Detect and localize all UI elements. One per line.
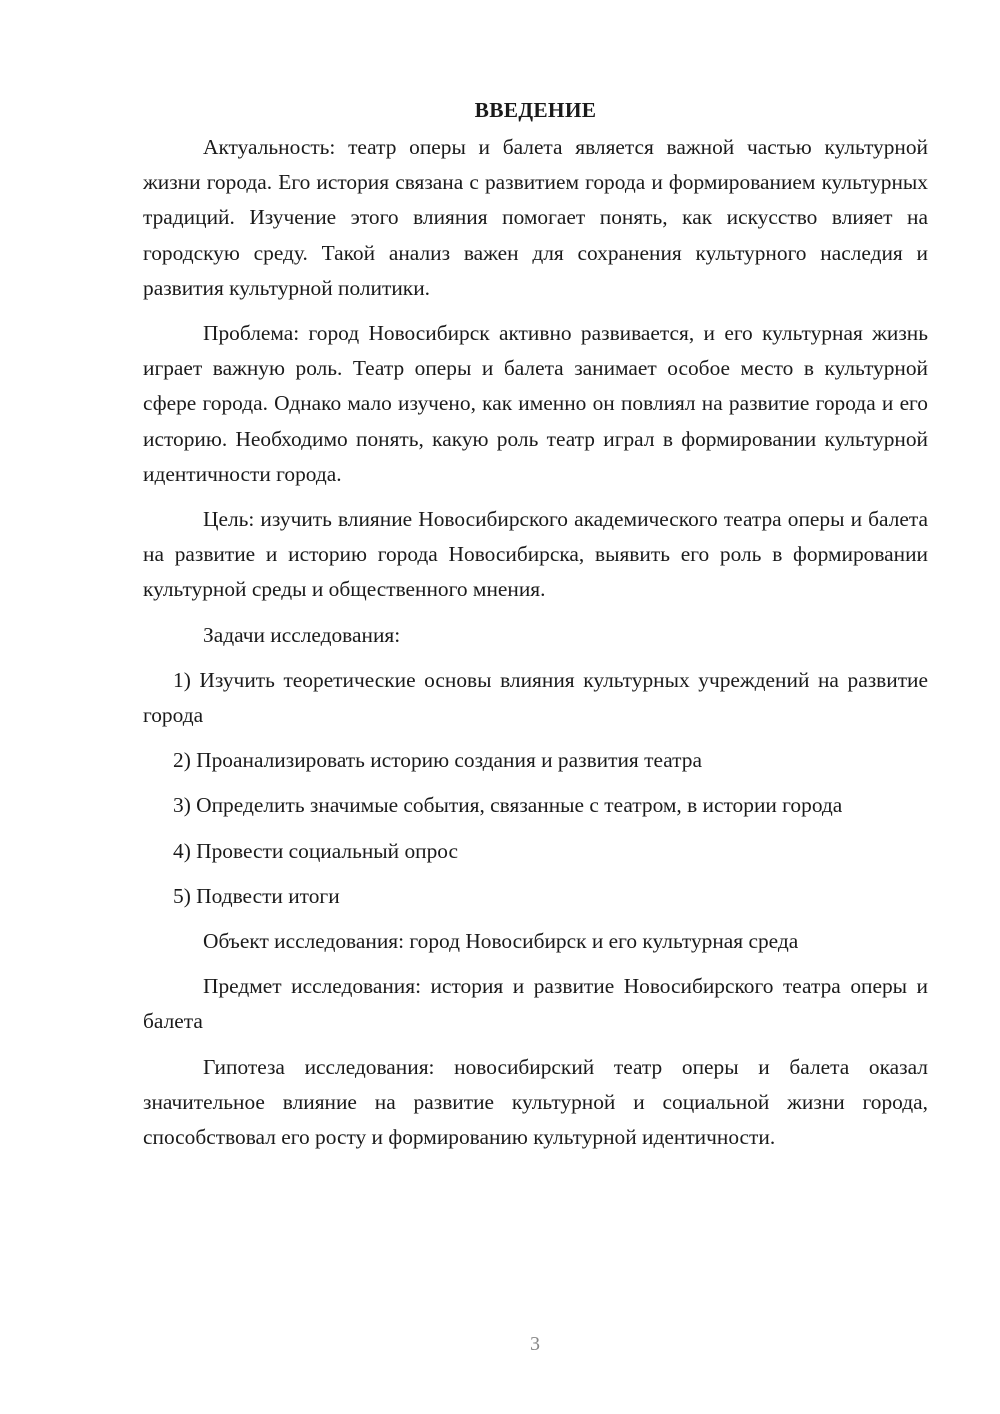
task-item-3: 3) Определить значимые события, связанные с театром, в истории города	[173, 793, 843, 818]
paragraph-subject: Предмет исследования: история и развитие Новосибирского театра оперы и балета	[143, 974, 928, 1034]
task-item-1: 1) Изучить теоретические основы влияния культурных учреждений на развитие города	[143, 667, 928, 728]
paragraph-relevance: Актуальность: театр оперы и балета является важной частью культурной жизни города. Его история связана с развитием города и формированием культурных традиций. Изучение этого влияния помогает понять, как искусство влияет на городскую среду. Такой анализ важен для сохранения культурного наследия и развития культурной политики.	[143, 135, 928, 300]
task-item-2: 2) Проанализировать историю создания и развития театра	[173, 748, 702, 773]
task-item-4: 4) Провести социальный опрос	[173, 838, 459, 863]
tasks-heading: Задачи исследования:	[203, 622, 401, 647]
tasks-list	[143, 663, 928, 914]
paragraph-goal: Цель: изучить влияние Новосибирского академического театра оперы и балета на развитие и историю города Новосибирска, выявить его роль в формировании культурной среды и общественного мнения.	[143, 507, 928, 602]
paragraph-object: Объект исследования: город Новосибирск и его культурная среда	[203, 929, 799, 954]
paragraph-problem: Проблема: город Новосибирск активно развивается, и его культурная жизнь играет важную роль. Театр оперы и балета занимает особое место в культурной сфере города. Однако мало изучено, как именно он повлиял на развитие города и его историю. Необходимо понять, какую роль театр играл в формировании культурной идентичности города.	[143, 321, 928, 486]
paragraph-hypothesis: Гипотеза исследования: новосибирский театр оперы и балета оказал значительное влияние на развитие культурной и социальной жизни города, способствовал его росту и формированию культурной идентичности.	[143, 1054, 928, 1150]
document-page	[143, 92, 928, 1165]
page-number: 3	[530, 1333, 540, 1355]
page-title: ВВЕДЕНИЕ	[474, 98, 597, 122]
task-item-5: 5) Подвести итоги	[173, 883, 340, 908]
